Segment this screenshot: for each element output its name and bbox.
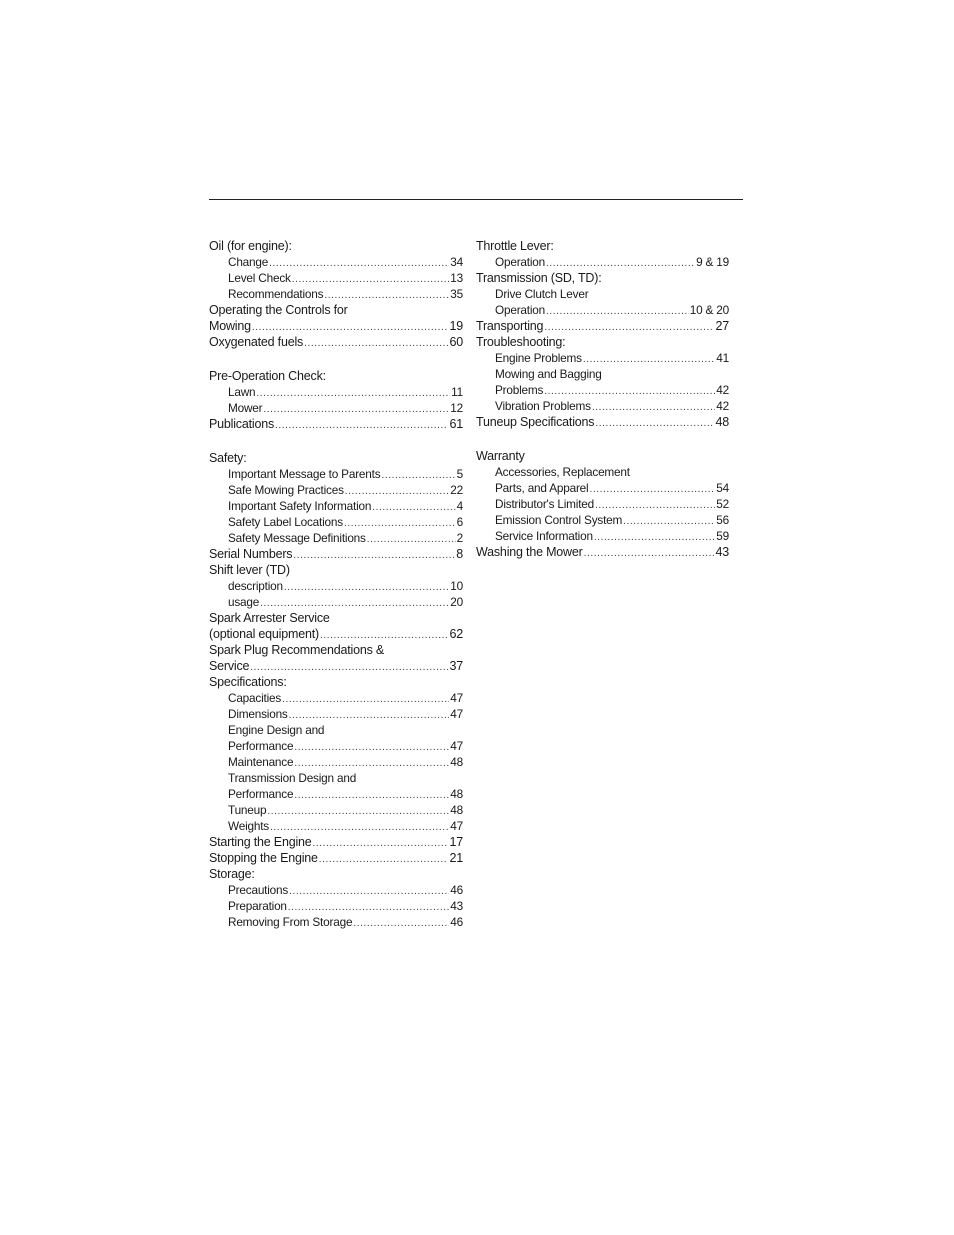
index-entry-operation [476,254,729,270]
index-entry-distributor-s-limited [476,496,729,512]
index-entry-tuneup-specifications [476,414,729,430]
index-entry-label: Recommendations [228,287,324,301]
dot-leader [275,418,448,434]
dot-leader [319,852,449,868]
index-entry-usage [209,594,463,610]
index-entry-label: Washing the Mower [476,545,583,559]
dot-leader [289,884,449,900]
dot-leader [367,532,456,548]
index-entry-maintenance [209,754,463,770]
index-entry-page-number: 47 [450,707,463,721]
index-entry-description [209,578,463,594]
index-entry-label: Operating the Controls for [209,303,348,317]
index-entry-label: Pre-Operation Check: [209,369,326,383]
index-entry-precautions [209,882,463,898]
index-entry-weights [209,818,463,834]
index-entry-throttle-lever [476,238,729,254]
index-entry-label: Safe Mowing Practices [228,483,344,497]
index-entry-important-safety-information [209,498,463,514]
index-entry-shift-lever-td [209,562,463,578]
index-entry-page-number: 48 [715,415,729,429]
index-entry-label: Transmission Design and [228,771,357,785]
index-entry-parts-and-apparel [476,480,729,496]
index-entry-label: Transporting [476,319,544,333]
index-entry-label: Engine Problems [495,351,582,365]
index-entry-page-number: 9 & 19 [696,255,729,269]
index-entry-label: Tuneup Specifications [476,415,595,429]
index-entry-label: Maintenance [228,755,294,769]
index-entry-engine-problems [476,350,729,366]
index-entry-accessories-replacement [476,464,729,480]
index-entry-label: Mower [228,401,263,415]
index-entry-label: Shift lever (TD) [209,563,290,577]
index-entry-starting-the-engine [209,834,463,850]
index-entry-label: Transmission (SD, TD): [476,271,602,285]
dot-leader [304,336,448,352]
index-entry-tuneup [209,802,463,818]
index-entry-mowing [209,318,463,334]
index-entry-label: Safety Label Locations [228,515,343,529]
index-entry-emission-control-system [476,512,729,528]
index-entry-safe-mowing-practices [209,482,463,498]
index-entry-page-number: 60 [449,335,463,349]
index-entry-label: Emission Control System [495,513,623,527]
index-entry-label: Specifications: [209,675,287,689]
index-entry-label: Oxygenated fuels [209,335,304,349]
index-entry-label: Safety Message Definitions [228,531,366,545]
index-entry-page-number: 48 [450,755,463,769]
index-entry-label: Spark Plug Recommendations & [209,643,385,657]
index-entry-label: Preparation [228,899,287,913]
dot-leader [256,386,450,402]
index-entry-oxygenated-fuels [209,334,463,350]
index-entry-spark-arrester-service [209,610,463,626]
index-entry-page-number: 20 [450,595,463,609]
index-entry-engine-design-and [209,722,463,738]
index-entry-label: Spark Arrester Service [209,611,330,625]
index-entry-page-number: 46 [450,915,463,929]
index-entry-page-number: 12 [450,401,463,415]
index-entry-label: Operation [495,255,546,269]
index-column-left [209,238,463,930]
index-entry-operation [476,302,729,318]
index-entry-label: Important Safety Information [228,499,372,513]
index-entry-page-number: 42 [716,399,729,413]
index-entry-label: Capacities [228,691,282,705]
index-entry-page-number: 13 [450,271,463,285]
index-entry-transmission-sd-td [476,270,729,286]
dot-leader [282,692,449,708]
index-entry-label: Tuneup [228,803,267,817]
index-entry-page-number: 2 [456,531,463,545]
dot-leader [381,468,455,484]
index-entry-problems [476,382,729,398]
index-entry-recommendations [209,286,463,302]
index-entry-label: (optional equipment) [209,627,319,641]
index-entry-page-number: 46 [450,883,463,897]
index-entry-page-number: 6 [456,515,463,529]
index-entry-operating-the-controls-for [209,302,463,318]
index-entry-page-number: 5 [456,467,463,481]
index-entry-label: Operation [495,303,546,317]
index-entry-spark-plug-recommendations [209,642,463,658]
index-entry-performance [209,738,463,754]
index-entry-page-number: 37 [449,659,463,673]
index-entry-label: Precautions [228,883,289,897]
index-entry-page-number: 48 [450,803,463,817]
index-entry-troubleshooting [476,334,729,350]
index-entry-page-number: 62 [449,627,463,641]
index-entry-preparation [209,898,463,914]
index-entry-transmission-design-and [209,770,463,786]
index-entry-page-number: 47 [450,739,463,753]
dot-leader [372,500,455,516]
index-entry-page-number: 61 [449,417,463,431]
index-entry-label: Distributor's Limited [495,497,595,511]
index-entry-page-number: 19 [449,319,463,333]
index-entry-label: Lawn [228,385,256,399]
index-entry-page-number: 43 [450,899,463,913]
index-entry-label: Performance [228,739,294,753]
index-entry-label: Vibration Problems [495,399,591,413]
index-entry-capacities [209,690,463,706]
index-entry-serial-numbers [209,546,463,562]
index-entry-label: Problems [495,383,544,397]
dot-leader [589,482,715,498]
index-column-right [476,238,729,560]
dot-leader [623,514,715,530]
dot-leader [269,256,449,272]
index-entry-label: Safety: [209,451,247,465]
index-entry-page-number: 8 [456,547,463,561]
index-entry-page-number: 48 [450,787,463,801]
index-entry-label: Dimensions [228,707,288,721]
index-entry-label: Removing From Storage [228,915,353,929]
index-entry-label: Weights [228,819,270,833]
index-entry-washing-the-mower [476,544,729,560]
index-entry-label: Drive Clutch Lever [495,287,589,301]
index-entry-service [209,658,463,674]
index-entry-safety [209,450,463,466]
dot-leader [544,320,714,336]
index-entry-page-number: 41 [716,351,729,365]
index-entry-label: Storage: [209,867,255,881]
index-entry-label: Stopping the Engine [209,851,318,865]
index-entry-label: Engine Design and [228,723,325,737]
index-entry-label: Publications [209,417,275,431]
index-entry-publications [209,416,463,432]
index-entry-dimensions [209,706,463,722]
index-entry-page-number: 43 [715,545,729,559]
dot-leader [594,530,715,546]
index-entry-label: Service [209,659,250,673]
index-entry-pre-operation-check [209,368,463,384]
index-entry-mowing-and-bagging [476,366,729,382]
dot-leader [284,580,449,596]
index-entry-important-message-to-parents [209,466,463,482]
dot-leader [263,402,449,418]
index-entry-level-check [209,270,463,286]
index-entry-page-number: 17 [449,835,463,849]
index-entry-safety-message-definitions [209,530,463,546]
index-entry-label: Change [228,255,269,269]
index-entry-safety-label-locations [209,514,463,530]
index-entry-page-number: 22 [450,483,463,497]
index-entry-label: Parts, and Apparel [495,481,589,495]
index-entry-label: Mowing and Bagging [495,367,602,381]
dot-leader [313,836,449,852]
index-entry-label: Performance [228,787,294,801]
dot-leader [546,304,689,320]
index-entry-page-number: 11 [451,385,463,399]
index-entry-performance [209,786,463,802]
index-entry-label: Throttle Lever: [476,239,554,253]
index-entry-page-number: 21 [449,851,463,865]
index-entry-change [209,254,463,270]
index-entry-label: Mowing [209,319,251,333]
index-entry-page-number: 47 [450,691,463,705]
dot-leader [592,400,715,416]
index-entry-label: Important Message to Parents [228,467,381,481]
index-entry-transporting [476,318,729,334]
index-entry-label: Serial Numbers [209,547,293,561]
index-entry-label: Accessories, Replacement [495,465,630,479]
section-gap [476,430,729,448]
section-gap [209,432,463,450]
header-rule [209,199,743,200]
index-entry-lawn [209,384,463,400]
index-entry-label: Troubleshooting: [476,335,566,349]
index-entry-optional-equipment [209,626,463,642]
index-entry-drive-clutch-lever [476,286,729,302]
dot-leader [584,546,715,562]
index-entry-page-number: 42 [716,383,729,397]
index-entry-page-number: 54 [716,481,729,495]
index-entry-removing-from-storage [209,914,463,930]
index-entry-warranty [476,448,729,464]
index-entry-page-number: 10 & 20 [689,303,729,317]
dot-leader [294,740,449,756]
index-entry-page-number: 56 [716,513,729,527]
index-entry-page-number: 34 [450,255,463,269]
index-entry-page-number: 10 [450,579,463,593]
dot-leader [583,352,715,368]
index-entry-oil-for-engine [209,238,463,254]
index-entry-page-number: 27 [715,319,729,333]
index-entry-label: Service Information [495,529,593,543]
index-entry-label: Level Check [228,271,291,285]
dot-leader [267,804,449,820]
dot-leader [353,916,449,932]
index-entry-service-information [476,528,729,544]
index-entry-stopping-the-engine [209,850,463,866]
index-entry-page-number: 59 [716,529,729,543]
dot-leader [595,416,714,432]
dot-leader [294,788,449,804]
index-entry-label: usage [228,595,260,609]
index-entry-label: Warranty [476,449,525,463]
index-entry-page-number: 52 [716,497,729,511]
index-entry-specifications [209,674,463,690]
index-entry-label: Starting the Engine [209,835,312,849]
index-entry-label: Oil (for engine): [209,239,292,253]
index-entry-mower [209,400,463,416]
index-entry-page-number: 4 [456,499,463,513]
index-entry-page-number: 35 [450,287,463,301]
section-gap [209,350,463,368]
index-entry-storage [209,866,463,882]
index-entry-vibration-problems [476,398,729,414]
index-entry-label: description [228,579,283,593]
index-entry-page-number: 47 [450,819,463,833]
dot-leader [293,548,455,564]
